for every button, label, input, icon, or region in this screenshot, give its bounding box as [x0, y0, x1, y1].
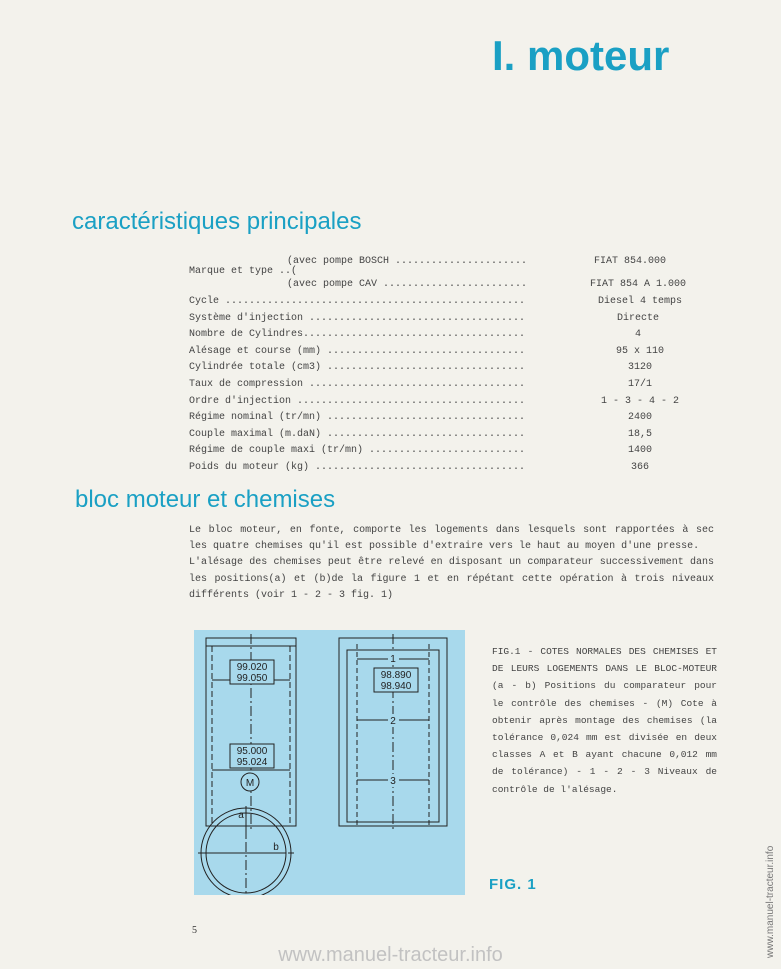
- spec-label: Nombre de Cylindres.....................................: [189, 329, 526, 340]
- spec-label: Taux de compression ....................................: [189, 379, 526, 390]
- level-1-label: 1: [390, 654, 396, 665]
- bloc-heading: bloc moteur et chemises: [75, 486, 336, 513]
- position-b-label: b: [273, 842, 279, 853]
- lower-bore-max: 95.024: [236, 757, 268, 768]
- level-3-label: 3: [390, 776, 396, 787]
- lower-bore-min: 95.000: [236, 746, 268, 757]
- figure-label: FIG. 1: [489, 876, 537, 893]
- spec-label: Alésage et course (mm) .................................: [189, 346, 526, 357]
- spec-value: 4: [634, 329, 641, 340]
- specs-heading: caractéristiques principales: [72, 208, 362, 235]
- marque-label: Marque et type ..(: [189, 266, 298, 277]
- spec-value: 1 - 3 - 4 - 2: [600, 396, 679, 407]
- spec-label: Couple maximal (m.daN) .................................: [189, 429, 526, 440]
- figure-panel: [194, 630, 465, 895]
- bloc-paragraph: L'alésage des chemises peut être relevé en disposant un comparateur successivement dans les positions(a) et (b)de la figure 1 et en répétant cette opération à trois niveaux différents (voir 1 - 2 - 3 fig. 1): [189, 557, 714, 601]
- chapter-title: [492, 32, 669, 80]
- spec-label: (avec pompe BOSCH ......................: [287, 256, 528, 267]
- upper-bore-min: 99.020: [236, 662, 268, 673]
- spec-value: FIAT 854 A 1.000: [589, 279, 686, 290]
- spec-label: Système d'injection ....................................: [189, 313, 526, 324]
- spec-value: 95 x 110: [615, 346, 664, 357]
- spec-value: FIAT 854.000: [593, 256, 666, 267]
- chapter-name: moteur: [527, 32, 670, 79]
- watermark-side: www.manuel-tracteur.info: [765, 845, 776, 958]
- spec-label: (avec pompe CAV ........................: [287, 279, 528, 290]
- spec-value: 18,5: [627, 429, 652, 440]
- spec-value: 17/1: [627, 379, 652, 390]
- spec-label: Régime nominal (tr/mn) .................................: [189, 412, 526, 423]
- spec-value: Directe: [616, 313, 659, 324]
- level-2-label: 2: [390, 716, 396, 727]
- spec-label: Ordre d'injection ......................................: [189, 396, 526, 407]
- liner-bore-min: 98.890: [380, 670, 412, 681]
- chapter-number: I.: [492, 32, 516, 79]
- page-number: 5: [192, 925, 197, 936]
- spec-value: 3120: [627, 362, 652, 373]
- spec-value: Diesel 4 temps: [597, 296, 682, 307]
- liner-bore-max: 98.940: [380, 681, 412, 692]
- bloc-paragraph: Le bloc moteur, en fonte, comporte les logements dans lesquels sont rapportées à sec les quatre chemises qu'il est possible d'extraire vers le haut au moyen d'une presse.: [189, 525, 714, 553]
- spec-label: Cylindrée totale (cm3) .................................: [189, 362, 526, 373]
- figure-caption: FIG.1 - COTES NORMALES DES CHEMISES ET DE LEURS LOGEMENTS DANS LE BLOC-MOTEUR (a - b) Positions du comparateur pour le contrôle des chemises - (M) Cote à obtenir après montage des chemises (la tolérance 0,024 mm est divisée en deux classes A et B ayant chacune 0,012 mm de tolérance) - 1 - 2 - 3 Niveaux de contrôle de l'alésage.: [492, 646, 717, 795]
- cylinder-liner-diagram: [194, 630, 465, 895]
- m-marker: M: [245, 778, 255, 789]
- spec-label: Poids du moteur (kg) ...................................: [189, 462, 526, 473]
- spec-label: Régime de couple maxi (tr/mn) ..........................: [189, 445, 526, 456]
- watermark-bottom: www.manuel-tracteur.info: [278, 944, 503, 966]
- spec-label: Cycle ..................................................: [189, 296, 526, 307]
- bloc-body: [189, 523, 714, 604]
- spec-value: 366: [630, 462, 649, 473]
- position-a-label: a: [238, 810, 244, 821]
- spec-value: 1400: [627, 445, 652, 456]
- spec-value: 2400: [627, 412, 652, 423]
- upper-bore-max: 99.050: [236, 673, 268, 684]
